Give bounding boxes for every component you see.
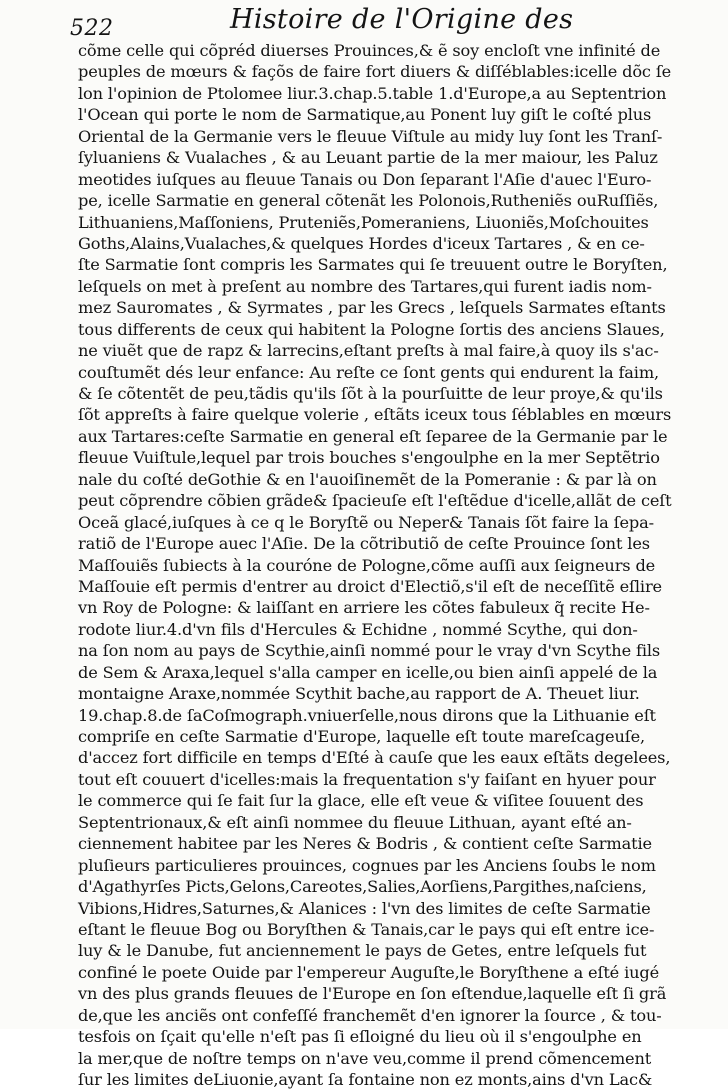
text-line: Vibions,Hidres,Saturnes,& Alanices : l'vn des limites de ceſte Sarmatie bbox=[78, 898, 651, 918]
text-line: aux Tartares:ceſte Sarmatie en general eſt ſeparee de la Germanie par le bbox=[78, 426, 668, 446]
page-header bbox=[70, 4, 690, 40]
text-line: leſquels on met à preſent au nombre des Tartares,qui furent iadis nom- bbox=[78, 276, 652, 296]
text-line: de Sem & Araxa,lequel s'alla camper en icelle,ou bien ainſi appelé de la bbox=[78, 662, 658, 682]
text-line: ſõt appreſts à faire quelque volerie , eſtãts iceux tous ſéblables en mœurs bbox=[78, 405, 672, 425]
text-line: Goths,Alains,Vualaches,& quelques Hordes d'iceux Tartares , & en ce- bbox=[78, 233, 645, 253]
text-line: luy & le Danube, fut anciennement le pays de Getes, entre leſquels fut bbox=[78, 941, 647, 961]
text-line: meotides iuſques au fleuue Tanais ou Don ſeparant l'Aſie d'auec l'Euro- bbox=[78, 169, 652, 189]
text-line: montaigne Araxe,nommée Scythit bache,au rapport de A. Theuet liur. bbox=[78, 684, 640, 704]
text-line: l'Ocean qui porte le nom de Sarmatique,au Ponent luy giſt le coſté plus bbox=[78, 105, 652, 125]
text-line: 19.chap.8.de ſaCoſmograph.vniuerſelle,nous dirons que la Lithuanie eſt bbox=[78, 705, 656, 725]
text-line: couſtumẽt dés leur enfance: Au reſte ce ſont gents qui endurent la faim, bbox=[78, 362, 660, 382]
text-line: Maſſouiẽs ſubiects à la couróne de Pologne,cõme auſſi aux ſeigneurs de bbox=[78, 555, 656, 575]
text-line: eſtant le fleuue Bog ou Boryſthen & Tanais,car le pays qui eſt entre ice- bbox=[78, 919, 655, 939]
text-line: Oriental de la Germanie vers le fleuue Viſtule au midy luy ſont les Tranſ- bbox=[78, 126, 663, 146]
text-line: vn des plus grands fleuues de l'Europe en ſon eſtendue,laquelle eſt ſi grã bbox=[78, 984, 667, 1004]
text-line: la mer,que de noſtre temps on n'ave veu,comme il prend cõmencement bbox=[78, 1048, 652, 1068]
text-line: ſyluaniens & Vualaches , & au Leuant partie de la mer maiour, les Paluz bbox=[78, 148, 658, 168]
text-line: tous differents de ceux qui habitent la Pologne ſortis des anciens Slaues, bbox=[78, 319, 665, 339]
text-line: Oceã glacé,iuſques à ce q le Boryſtẽ ou Neper& Tanais ſõt faire la ſepa- bbox=[78, 512, 654, 532]
text-line: ne viuẽt que de rapz & larrecins,eſtant preſts à mal faire,à quoy ils s'ac- bbox=[78, 341, 659, 361]
text-line: lon l'opinion de Ptolomee liur.3.chap.5.table 1.d'Europe,a au Septentrion bbox=[78, 83, 667, 103]
text-line: ratiõ de l'Europe auec l'Aſie. De la cõtributiõ de ceſte Prouince ſont les bbox=[78, 534, 650, 554]
text-line: le commerce qui ſe fait ſur la glace, elle eſt veue & viſitee ſouuent des bbox=[78, 791, 644, 811]
text-line: peuples de mœurs & façõs de faire fort diuers & diſſéblables:icelle dõc ſe bbox=[78, 62, 672, 82]
text-line: & ſe cõtentẽt de peu,tãdis qu'ils ſõt à la pourſuitte de leur proye,& qu'ils bbox=[78, 384, 663, 403]
text-line: rodote liur.4.d'vn fils d'Hercules & Echidne , nommé Scythe, qui don- bbox=[78, 619, 638, 639]
text-line: d'accez fort difficile en temps d'Eſté à cauſe que les eaux eſtãts degelees, bbox=[78, 748, 671, 768]
text-line: fleuue Vuiſtule,lequel par trois bouches s'engoulphe en la mer Septẽtrio bbox=[78, 448, 660, 468]
text-line: Septentrionaux,& eſt ainſi nommee du fleuue Lithuan, ayant eſté an- bbox=[78, 812, 632, 832]
body-text bbox=[78, 40, 672, 1090]
text-line: mez Sauromates , & Syrmates , par les Grecs , leſquels Sarmates eſtants bbox=[78, 298, 666, 318]
text-line: ſte Sarmatie ſont compris les Sarmates qui ſe treuuent outre le Boryſten, bbox=[78, 255, 668, 275]
text-line: ſur les limites deLiuonie,ayant ſa fontaine non ez monts,ains d'vn Lac& bbox=[78, 1070, 653, 1089]
text-line: Maſſouie eſt permis d'entrer au droict d'Electiõ,s'il eſt de neceſſitẽ eſlire bbox=[78, 576, 662, 596]
text-line: d'Agathyrſes Picts,Gelons,Careotes,Salies,Aorſiens,Pargithes,naſciens, bbox=[78, 877, 647, 897]
text-line: de,que les anciẽs ont confeſſé franchemẽt d'en ignorer la ſource , & tou- bbox=[78, 1005, 662, 1025]
text-line: na ſon nom au pays de Scythie,ainſi nommé pour le vray d'vn Scythe fils bbox=[78, 641, 661, 661]
text-line: pe, icelle Sarmatie en general cõtenãt les Polonois,Rutheniẽs ouRuſſiẽs, bbox=[78, 191, 659, 211]
running-title: Histoire de l'Origine des bbox=[230, 4, 574, 35]
text-line: tout eſt couuert d'icelles:mais la frequentation s'y faiſant en hyuer pour bbox=[78, 769, 656, 789]
text-line: vn Roy de Pologne: & laiſſant en arriere les cõtes fabuleux q̃ recite He- bbox=[78, 598, 650, 618]
text-line: peut cõprendre cõbien grãde& ſpacieuſe eſt l'eſtẽdue d'icelle,allãt de ceſt bbox=[78, 491, 672, 511]
text-line: tesfois on ſçait qu'elle n'eſt pas ſi eſloigné du lieu où il s'engoulphe en bbox=[78, 1027, 642, 1047]
text-line: confiné le poete Ouide par l'empereur Auguſte,le Boryſthene a eſté iugé bbox=[78, 962, 660, 982]
page-number: 522 bbox=[70, 16, 114, 41]
text-line: pluſieurs particulieres prouinces, cognues par les Anciens ſoubs le nom bbox=[78, 855, 656, 875]
text-line: compriſe en ceſte Sarmatie d'Europe, laquelle eſt toute mareſcageuſe, bbox=[78, 727, 645, 746]
text-line: cõme celle qui cõpréd diuerses Prouinces,& ẽ soy encloſt vne infinité de bbox=[78, 41, 661, 60]
text-line: Lithuaniens,Maſſoniens, Pruteniẽs,Pomeraniens, Liuoniẽs,Moſchouites bbox=[78, 212, 649, 232]
text-line: nale du coſté deGothie & en l'auoiſinemẽt de la Pomeranie : & par là on bbox=[78, 469, 657, 489]
text-line: ciennement habitee par les Neres & Bodris , & contient ceſte Sarmatie bbox=[78, 834, 652, 854]
